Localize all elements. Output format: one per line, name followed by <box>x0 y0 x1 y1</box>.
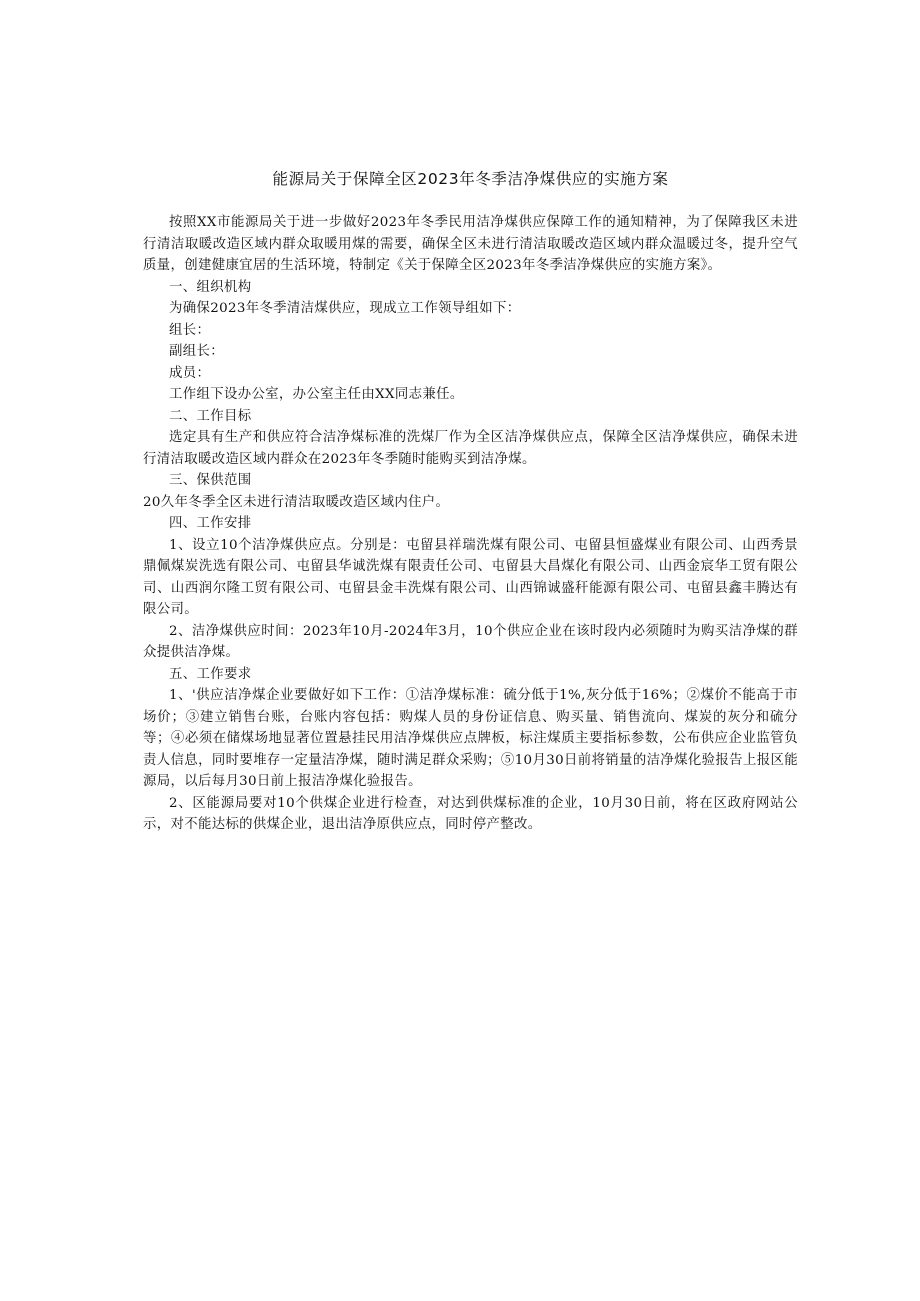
section-heading-requirements: 五、工作要求 <box>169 666 252 682</box>
scope-paragraph: 20久年冬季全区未进行清洁取暖改造区域内住户。 <box>143 494 450 510</box>
section-heading-arrangement: 四、工作安排 <box>169 516 252 531</box>
organization-intro: 为确保2023年冬季清洁煤供应，现成立工作领导组如下： <box>169 301 521 316</box>
goals-paragraph: 选定具有生产和供应符合洁净煤标准的洗煤厂作为全区洁净煤供应点，保障全区洁净煤供应，确保未进行清洁取暖改造区域内群众在2023年冬季随时能购买到洁净煤。 <box>143 430 798 467</box>
document-title: 能源局关于保障全区2023年冬季洁净煤供应的实施方案 <box>272 170 669 188</box>
arrangement-item-2: 2、洁净煤供应时间：2023年10月-2024年3月，10个供应企业在该时段内必须随时为购买洁净煤的群众提供洁净煤。 <box>143 623 798 660</box>
requirements-item-2: 2、区能源局要对10个供煤企业进行检查，对达到供煤标准的企业，10月30日前，将在区政府网站公示，对不能达标的供煤企业，退出洁净原供应点，同时停产整改。 <box>143 795 798 832</box>
office-line: 工作组下设办公室，办公室主任由XX同志兼任。 <box>169 387 464 402</box>
document-page <box>143 168 798 836</box>
members-line: 成员： <box>169 365 211 381</box>
section-heading-goals: 二、工作目标 <box>169 408 252 424</box>
arrangement-item-1: 1、设立10个洁净煤供应点。分别是：屯留县祥瑞洗煤有限公司、屯留县恒盛煤业有限公司、山西秀景鼎佩煤炭洗选有限公司、屯留县华诚洗煤有限责任公司、屯留县大昌煤化有限公司、山西金宸华工贸有限公司、山西润尔隆工贸有限公司、屯留县金丰洗煤有限公司、山西锦诚盛秆能源有限公司、屯留县鑫丰腾达有限公司。 <box>143 537 798 617</box>
requirements-item-1: 1、'供应洁净煤企业要做好如下工作：①洁净煤标准：硫分低于1%,灰分低于16%；②煤价不能高于市场价；③建立销售台账，台账内容包括：购煤人员的身份证信息、购买量、销售流向、煤炭的灰分和硫分等；④必须在储煤场地显著位置悬挂民用洁净煤供应点牌板，标注煤质主要指标参数，公布供应企业监管负责人信息，同时要堆存一定量洁净煤，随时满足群众采购；⑤10月30日前将销量的洁净煤化验报告上报区能源局，以后每月30日前上报洁净煤化验报告。 <box>143 688 798 789</box>
section-heading-scope: 三、保供范围 <box>169 473 252 488</box>
section-heading-organization: 一、组织机构 <box>169 279 252 295</box>
intro-paragraph: 按照XX市能源局关于进一步做好2023年冬季民用洁净煤供应保障工作的通知精神，为了保障我区未进行清洁取暖改造区域内群众取暖用煤的需要，确保全区未进行清洁取暖改造区域内群众温暖过冬，提升空气质量，创建健康宜居的生活环境，特制定《关于保障全区2023年冬季洁净煤供应的实施方案》。 <box>143 215 798 273</box>
deputy-leader-line: 副组长： <box>169 344 224 359</box>
group-leader-line: 组长： <box>169 322 211 338</box>
